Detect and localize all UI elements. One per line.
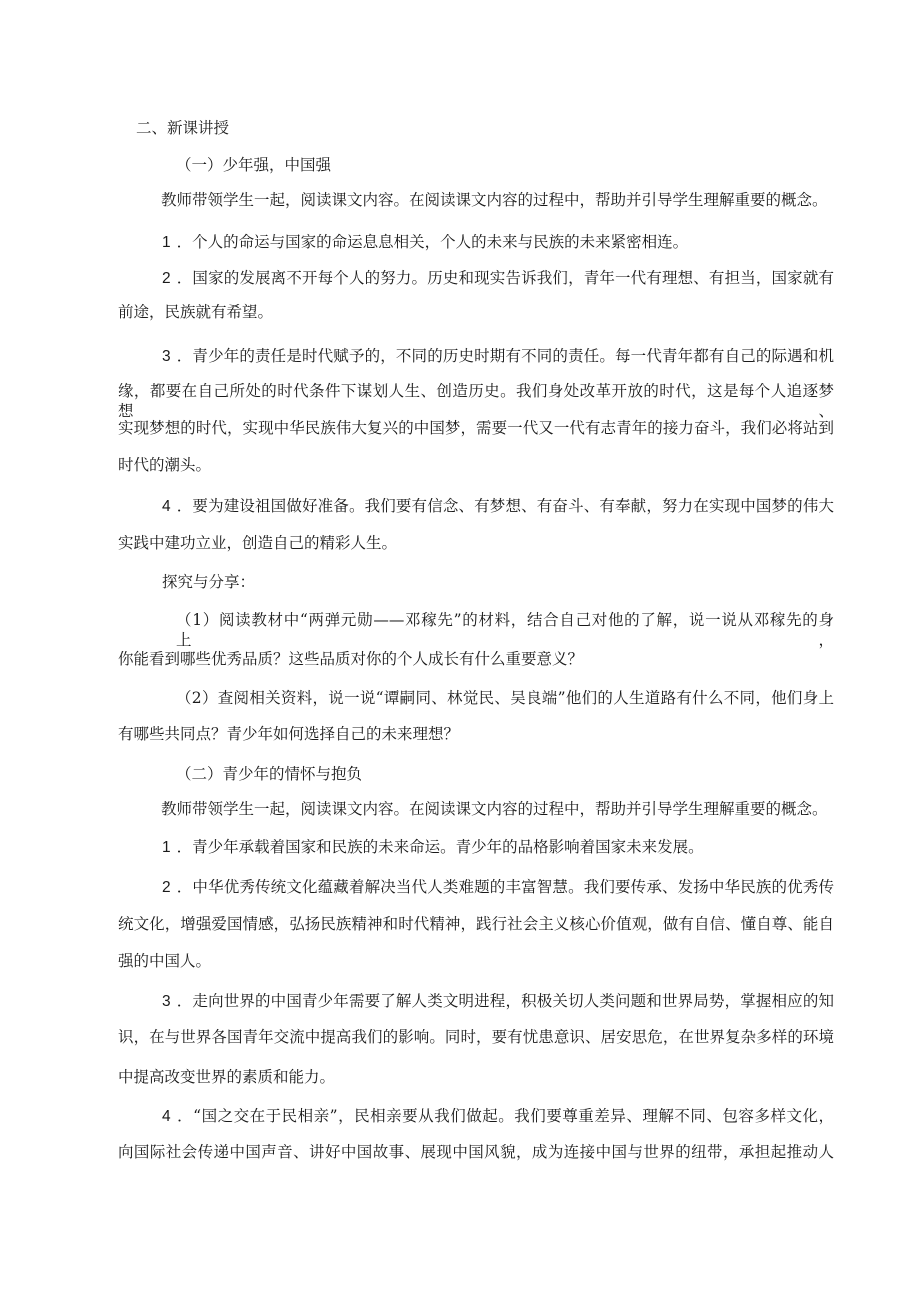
item-number: 1 xyxy=(162,839,171,856)
item-number: 4 xyxy=(162,498,171,515)
list-item-3 xyxy=(162,346,834,367)
explore-title: 探究与分享： xyxy=(162,573,256,591)
item-text: ．国家的发展离不开每个人的努力。历史和现实告诉我们，青年一代有理想、有担当，国家就有 xyxy=(176,269,834,287)
explore-item-2 xyxy=(176,688,834,708)
item-text: ．中华优秀传统文化蕴藏着解决当代人类难题的丰富智慧。我们要传承、发扬中华民族的优秀传 xyxy=(176,878,834,896)
explore-number: （1） xyxy=(176,611,219,629)
list-item-3-cont: 识，在与世界各国青年交流中提高我们的影响。同时，要有忧患意识、居安思危，在世界复杂多样的环境 xyxy=(118,1028,834,1046)
list-item-2-cont: 强的中国人。 xyxy=(118,952,212,970)
item-text: ．青少年的责任是时代赋予的，不同的历史时期有不同的责任。每一代青年都有自己的际遇和机 xyxy=(176,347,834,365)
item-number: 4 xyxy=(162,1108,171,1125)
item-number: 3 xyxy=(162,993,171,1010)
list-item-3 xyxy=(162,991,834,1012)
explore-item-1 xyxy=(176,610,834,650)
list-item-4-cont: 实践中建功立业，创造自己的精彩人生。 xyxy=(118,534,398,552)
item-number: 2 xyxy=(162,879,171,896)
list-item-3-cont: 缘，都要在自己所处的时代条件下谋划人生、创造历史。我们身处改革开放的时代，这是每个人追逐梦想、 xyxy=(118,382,834,420)
item-number: 1 xyxy=(162,234,171,251)
item-text: ．青少年承载着国家和民族的未来命运。青少年的品格影响着国家未来发展。 xyxy=(176,838,704,856)
list-item-4 xyxy=(162,496,834,517)
list-item-3-cont: 时代的潮头。 xyxy=(118,456,212,474)
item-number: 3 xyxy=(162,348,171,365)
section2-intro: 教师带领学生一起，阅读课文内容。在阅读课文内容的过程中，帮助并引导学生理解重要的概念。 xyxy=(161,800,828,818)
explore-number: （2） xyxy=(176,689,218,707)
explore-item-1-cont: 你能看到哪些优秀品质？这些品质对你的个人成长有什么重要意义？ xyxy=(118,650,584,668)
item-text: ．要为建设祖国做好准备。我们要有信念、有梦想、有奋斗、有奉献，努力在实现中国梦的伟大 xyxy=(176,497,834,515)
list-item-4 xyxy=(162,1106,834,1127)
list-item-4-cont: 向国际社会传递中国声音、讲好中国故事、展现中国风貌，成为连接中国与世界的纽带，承担起推动人 xyxy=(118,1143,834,1161)
list-item-1 xyxy=(162,232,688,253)
list-item-2 xyxy=(162,877,834,898)
list-item-2-cont: 前途，民族就有希望。 xyxy=(118,303,274,321)
explore-item-2-cont: 有哪些共同点？青少年如何选择自己的未来理想？ xyxy=(118,725,460,743)
item-text: ．“国之交在于民相亲”，民相亲要从我们做起。我们要尊重差异、理解不同、包容多样文化， xyxy=(176,1107,834,1125)
list-item-3-cont: 实现梦想的时代，实现中华民族伟大复兴的中国梦，需要一代又一代有志青年的接力奋斗，我们必将站到 xyxy=(118,419,834,437)
list-item-2 xyxy=(162,268,834,289)
item-text: ．走向世界的中国青少年需要了解人类文明进程，积极关切人类问题和世界局势，掌握相应的知 xyxy=(176,992,834,1010)
item-number: 2 xyxy=(162,270,171,287)
list-item-2-cont: 统文化，增强爱国情感，弘扬民族精神和时代精神，践行社会主义核心价值观，做有自信、懂自尊、能自 xyxy=(118,915,834,933)
explore-text: 阅读教材中“两弹元勋——邓稼先”的材料，结合自己对他的了解，说一说从邓稼先的身上， xyxy=(176,611,834,649)
list-item-3-cont: 中提高改变世界的素质和能力。 xyxy=(118,1068,336,1086)
section1-title: （一）少年强，中国强 xyxy=(176,156,332,174)
list-item-1 xyxy=(162,837,704,858)
section1-intro: 教师带领学生一起，阅读课文内容。在阅读课文内容的过程中，帮助并引导学生理解重要的概念。 xyxy=(161,191,828,209)
section2-title: （二）青少年的情怀与抱负 xyxy=(176,765,363,783)
item-text: ．个人的命运与国家的命运息息相关，个人的未来与民族的未来紧密相连。 xyxy=(176,233,689,251)
explore-text: 查阅相关资料，说一说“谭嗣同、林觉民、吴良端”他们的人生道路有什么不同，他们身上 xyxy=(217,689,834,707)
section-heading: 二、新课讲授 xyxy=(136,119,230,137)
